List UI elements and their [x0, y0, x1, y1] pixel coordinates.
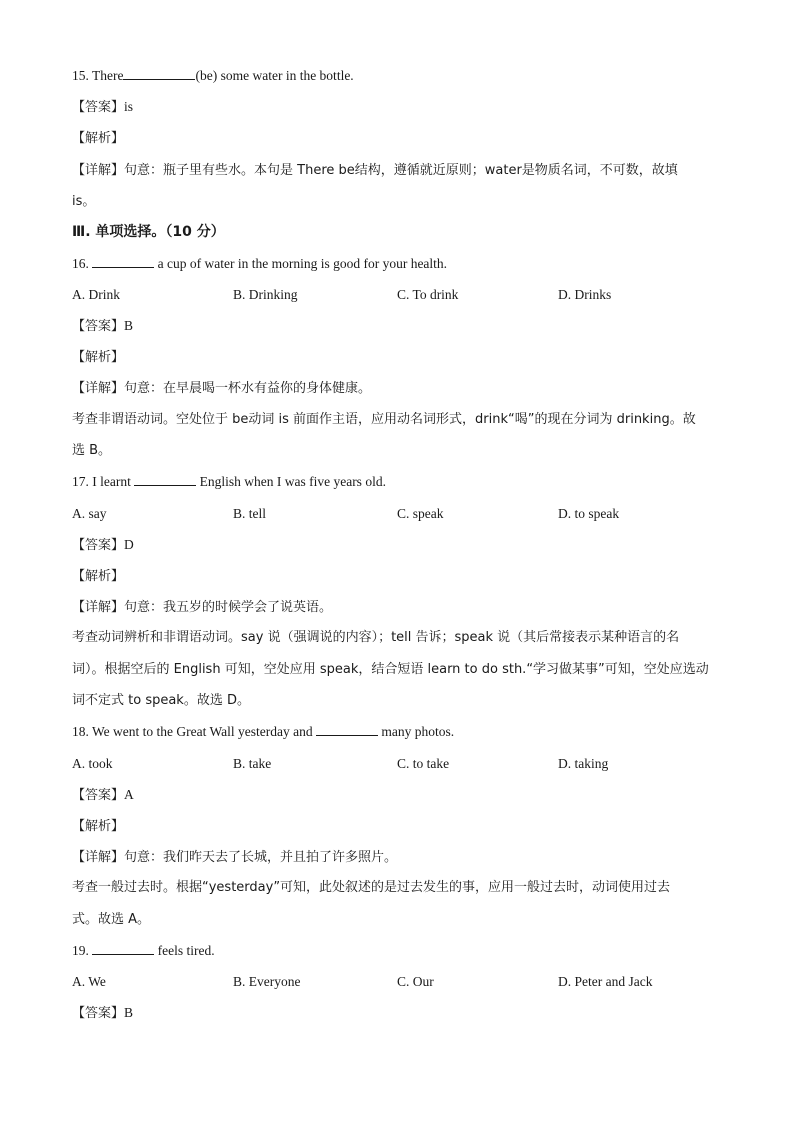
question-19-stem [72, 942, 215, 960]
question-19-blank [92, 942, 154, 955]
question-18-detail [72, 848, 397, 867]
question-19-option-c: C. Our [397, 974, 434, 989]
answer-value: B [124, 318, 134, 333]
question-19-option-b: B. Everyone [233, 974, 301, 989]
question-17-text-end: English when I was five years old. [199, 474, 386, 489]
detail-label: 【详解】 [72, 850, 125, 865]
question-18-answer [72, 786, 134, 805]
question-16-text: a cup of water in the morning is good for your health. [157, 256, 448, 271]
question-15-blank [123, 67, 195, 80]
question-16-option-c: C. To drink [397, 287, 459, 302]
question-19-option-d: D. Peter and Jack [558, 974, 653, 989]
analysis-label: 【解析】 [72, 350, 125, 365]
question-18-option-b: B. take [233, 756, 272, 771]
answer-value: B [124, 1005, 134, 1020]
question-18-blank [316, 723, 378, 736]
question-16-explain-line-2: 选 B。 [72, 443, 112, 458]
detail-label: 【详解】 [72, 381, 125, 396]
question-17-detail [72, 598, 332, 617]
question-17-explain-line-2: 词）。根据空后的 English 可知，空处应用 speak，结合短语 learn to do sth.“学习做某事”可知，空处应选动 [72, 662, 709, 677]
question-17-option-a: A. say [72, 506, 107, 521]
question-17-stem [72, 473, 386, 491]
question-18-text-end: many photos. [381, 724, 455, 739]
question-19-number: 19. [72, 943, 89, 958]
detail-text: 句意：我五岁的时候学会了说英语。 [124, 600, 333, 615]
question-19-answer [72, 1004, 133, 1023]
question-15-detail-cont [72, 192, 95, 211]
question-17-option-b: B. tell [233, 506, 266, 521]
answer-label: 【答案】 [72, 319, 125, 334]
answer-value: D [124, 537, 134, 552]
question-16-analysis [72, 348, 124, 367]
question-16-blank [92, 255, 154, 268]
answer-value: is [124, 99, 134, 114]
answer-label: 【答案】 [72, 538, 125, 553]
detail-text: 句意：在早晨喝一杯水有益你的身体健康。 [124, 381, 372, 396]
question-16-number: 16. [72, 256, 89, 271]
detail-text-cont: is。 [72, 194, 96, 209]
question-16-stem [72, 255, 447, 273]
question-17-explain-line-1: 考查动词辨析和非谓语动词。say 说（强调说的内容）；tell 告诉；speak 说（其后常接表示某种语言的名 [72, 630, 680, 645]
section-title: Ⅲ. 单项选择。（10 分） [72, 224, 225, 240]
question-18-option-c: C. to take [397, 756, 450, 771]
question-15-stem [72, 67, 354, 85]
detail-text: 句意：我们昨天去了长城，并且拍了许多照片。 [124, 850, 398, 865]
question-15-analysis [72, 129, 124, 148]
question-15-detail [72, 161, 678, 180]
question-17-blank [134, 473, 196, 486]
question-18-text-start: 18. We went to the Great Wall yesterday and [72, 724, 313, 739]
question-17-analysis [72, 567, 124, 586]
answer-label: 【答案】 [72, 788, 125, 803]
question-19-text: feels tired. [157, 943, 215, 958]
question-17-explain-line-3: 词不定式 to speak。故选 D。 [72, 693, 250, 708]
question-17-option-c: C. speak [397, 506, 444, 521]
question-18-option-a: A. took [72, 756, 113, 771]
detail-text: 句意：瓶子里有些水。本句是 There be结构，遵循就近原则；water是物质名词，不可数，故填 [124, 163, 678, 178]
analysis-label: 【解析】 [72, 819, 125, 834]
question-16-option-d: D. Drinks [558, 287, 612, 302]
question-16-option-a: A. Drink [72, 287, 120, 302]
answer-label: 【答案】 [72, 1006, 125, 1021]
question-15-answer [72, 98, 133, 117]
question-15-text-start: 15. There [72, 68, 124, 83]
question-18-explain-line-2: 式。故选 A。 [72, 912, 151, 927]
detail-label: 【详解】 [72, 600, 125, 615]
answer-label: 【答案】 [72, 100, 125, 115]
question-16-answer [72, 317, 133, 336]
analysis-label: 【解析】 [72, 131, 125, 146]
question-18-option-d: D. taking [558, 756, 609, 771]
question-17-text-start: 17. I learnt [72, 474, 131, 489]
analysis-label: 【解析】 [72, 569, 125, 584]
detail-label: 【详解】 [72, 163, 125, 178]
question-19-option-a: A. We [72, 974, 106, 989]
question-15-text-end: (be) some water in the bottle. [195, 68, 354, 83]
question-18-explain-line-1: 考查一般过去时。根据“yesterday”可知，此处叙述的是过去发生的事，应用一般过去时，动词使用过去 [72, 880, 671, 895]
question-17-option-d: D. to speak [558, 506, 620, 521]
answer-value: A [124, 787, 134, 802]
question-16-explain-line-1: 考查非谓语动词。空处位于 be动词 is 前面作主语，应用动名词形式，drink“喝”的现在分词为 drinking。故 [72, 412, 696, 427]
question-17-answer [72, 536, 134, 555]
question-16-option-b: B. Drinking [233, 287, 298, 302]
question-18-stem [72, 723, 454, 741]
question-18-analysis [72, 817, 124, 836]
question-16-detail [72, 379, 371, 398]
